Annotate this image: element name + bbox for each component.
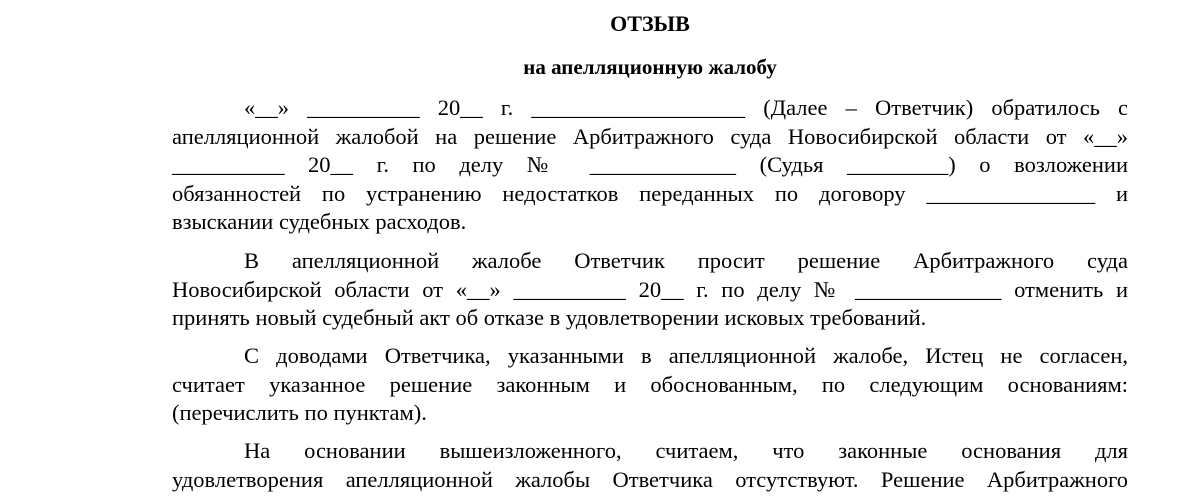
paragraph-line: (перечислить по пунктам). — [172, 400, 427, 425]
paragraph-line: апелляционной жалобой на решение Арбитражного суда Новосибирской области от «__» — [172, 123, 1128, 149]
paragraph-line: взыскании судебных расходов. — [172, 209, 467, 234]
paragraph-line: обязанностей по устранению недостатков переданных по договору _______________ и — [172, 180, 1128, 206]
document-subtitle: на апелляционную жалобу — [523, 55, 777, 79]
paragraph-line: принять новый судебный акт об отказе в удовлетворении исковых требований. — [172, 305, 927, 330]
paragraph-line: На основании вышеизложенного, считаем, что законные основания для — [244, 438, 1128, 463]
paragraph-line: В апелляционной жалобе Ответчик просит решение Арбитражного суда — [244, 248, 1128, 273]
paragraph-line: «__» __________ 20__ г. ___________________ (Далее – Ответчик) обратилось с — [244, 95, 1128, 120]
paragraph-line: считает указанное решение законным и обоснованным, по следующим основаниям: — [172, 371, 1128, 397]
paragraph-plaintiff-objection — [172, 342, 1128, 428]
document-title: ОТЗЫВ — [610, 11, 690, 36]
paragraph-line: __________ 20__ г. по делу № _____________ (Судья _________) о возложении — [172, 152, 1128, 177]
paragraph-line: С доводами Ответчика, указанными в апелляционной жалобе, Истец не согласен, — [244, 343, 1128, 368]
paragraph-appeal-request — [172, 247, 1128, 333]
paragraph-conclusion — [172, 437, 1128, 494]
paragraph-line: удовлетворения апелляционной жалобы Ответчика отсутствуют. Решение Арбитражного — [172, 466, 1128, 492]
paragraph-line: Новосибирской области от «__» __________ 20__ г. по делу № _____________ отменить и — [172, 276, 1128, 302]
paragraph-appeal-intro — [172, 94, 1128, 237]
